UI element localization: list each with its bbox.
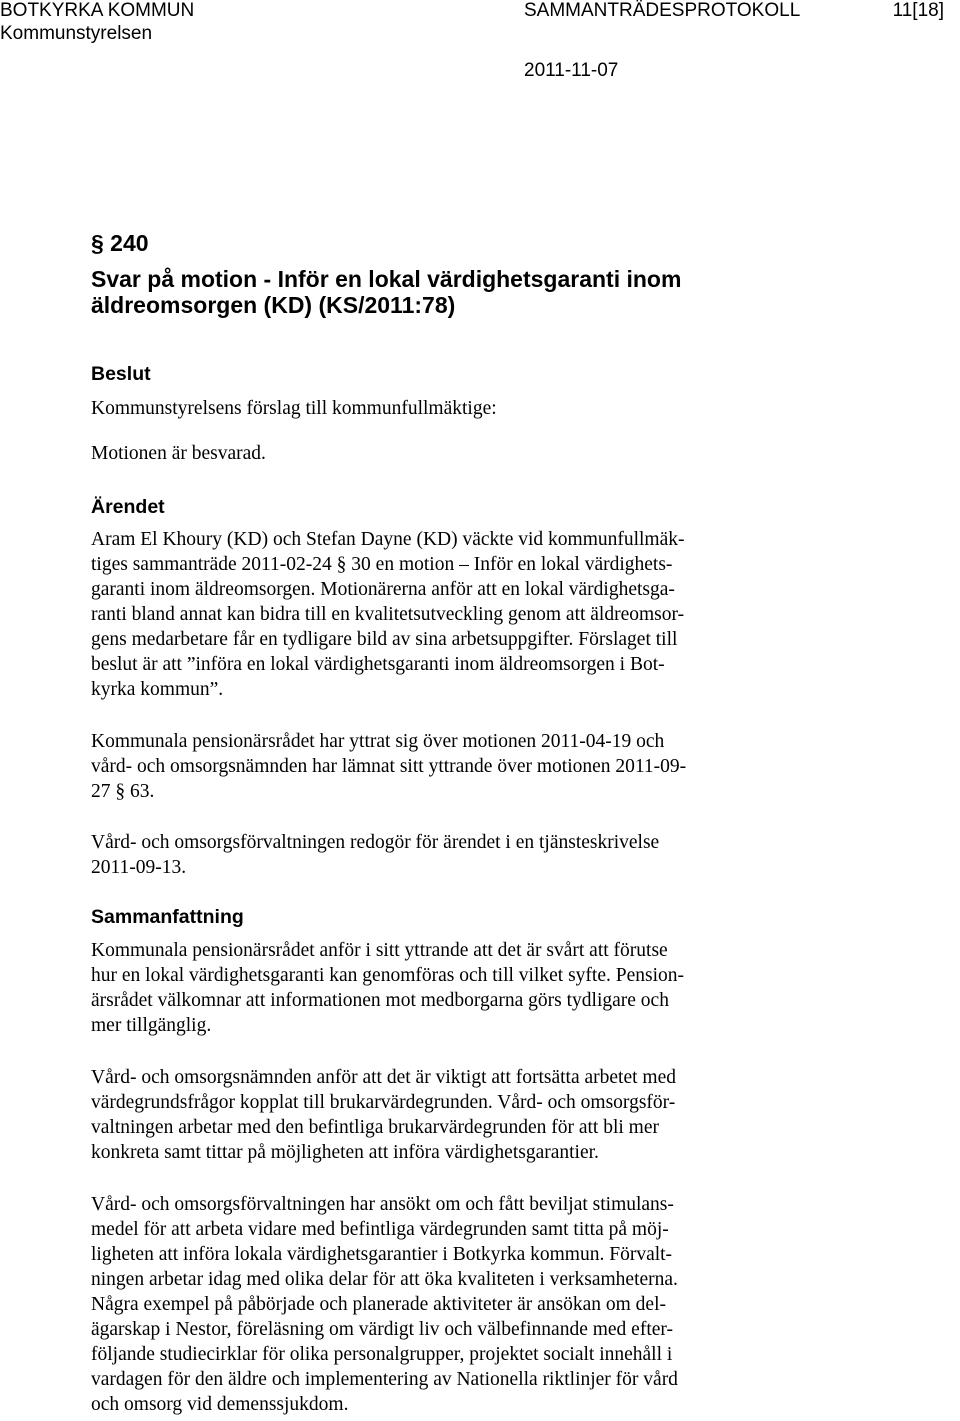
arendet-paragraph-2 [91,729,811,804]
text-line: Några exempel på påbörjade och planerade aktiviteter är ansökan om del- [91,1294,666,1315]
text-line: Kommunala pensionärsrådet anför i sitt yttrande att det är svårt att förutse [91,940,668,961]
text-line: ranti bland annat kan bidra till en kvalitetsutveckling genom att äldreomsor- [91,604,685,625]
arendet-heading: Ärendet [91,496,165,518]
text-line: mer tillgänglig. [91,1015,212,1036]
text-line: garanti inom äldreomsorgen. Motionärerna anför att en lokal värdighetsga- [91,579,675,600]
paragraph-number: § 240 [91,230,149,256]
item-title-line: äldreomsorgen (KD) (KS/2011:78) [91,292,456,318]
text-line: 2011-09-13. [91,857,187,878]
arendet-paragraph-3 [91,830,811,880]
text-line: kyrka kommun”. [91,679,224,700]
sammanfattning-paragraph-3 [91,1192,811,1417]
text-line: Vård- och omsorgsnämnden anför att det är viktigt att fortsätta arbetet med [91,1067,676,1088]
text-line: hur en lokal värdighetsgaranti kan genomföras och till vilket syfte. Pension- [91,965,684,986]
item-title-line: Svar på motion - Inför en lokal värdighetsgaranti inom [91,266,682,292]
text-line: vård- och omsorgsnämnden har lämnat sitt yttrande över motionen 2011-09- [91,756,687,777]
text-line: Vård- och omsorgsförvaltningen har ansökt om och fått beviljat stimulans- [91,1194,674,1215]
text-line: 27 § 63. [91,781,155,802]
text-line: gens medarbetare får en tydligare bild av sina arbetsuppgifter. Förslaget till [91,629,678,650]
text-line: Aram El Khoury (KD) och Stefan Dayne (KD) väckte vid kommunfullmäk- [91,529,685,550]
header-date: 2011-11-07 [524,60,619,81]
header-page-number: 11[18] [892,0,944,21]
text-line: och omsorg vid demenssjukdom. [91,1394,349,1415]
sammanfattning-paragraph-2 [91,1065,811,1165]
sammanfattning-paragraph-1 [91,938,811,1038]
text-line: ärsrådet välkomnar att informationen mot medborgarna görs tydligare och [91,990,669,1011]
item-title [91,266,681,318]
text-line: följande studiecirklar för olika personalgrupper, projektet socialt innehåll i [91,1344,673,1365]
beslut-heading: Beslut [91,363,151,385]
beslut-line-1: Kommunstyrelsens förslag till kommunfullmäktige: [91,398,497,419]
text-line: vardagen för den äldre och implementering av Nationella riktlinjer för vård [91,1369,678,1390]
text-line: värdegrundsfrågor kopplat till brukarvärdegrunden. Vård- och omsorgsför- [91,1092,676,1113]
text-line: medel för att arbeta vidare med befintliga värdegrunden samt titta på möj- [91,1219,669,1240]
sammanfattning-heading: Sammanfattning [91,906,244,928]
text-line: ägarskap i Nestor, föreläsning om värdigt liv och välbefinnande med efter- [91,1319,674,1340]
text-line: beslut är att ”införa en lokal värdighetsgaranti inom äldreomsorgen i Bot- [91,654,665,675]
text-line: ligheten att införa lokala värdighetsgarantier i Botkyrka kommun. Förvalt- [91,1244,673,1265]
header-organization: BOTKYRKA KOMMUN [0,0,195,21]
header-unit: Kommunstyrelsen [0,23,153,44]
text-line: tiges sammanträde 2011-02-24 § 30 en motion – Inför en lokal värdighets- [91,554,673,575]
text-line: konkreta samt tittar på möjligheten att införa värdighetsgarantier. [91,1142,599,1163]
text-line: valtningen arbetar med den befintliga brukarvärdegrunden för att bli mer [91,1117,659,1138]
beslut-line-2: Motionen är besvarad. [91,443,266,464]
text-line: ningen arbetar idag med olika delar för att öka kvaliteten i verksamheterna. [91,1269,678,1290]
arendet-paragraph-1 [91,527,811,702]
text-line: Kommunala pensionärsrådet har yttrat sig över motionen 2011-04-19 och [91,731,665,752]
header-document-type: SAMMANTRÄDESPROTOKOLL [524,0,801,21]
text-line: Vård- och omsorgsförvaltningen redogör för ärendet i en tjänsteskrivelse [91,832,660,853]
